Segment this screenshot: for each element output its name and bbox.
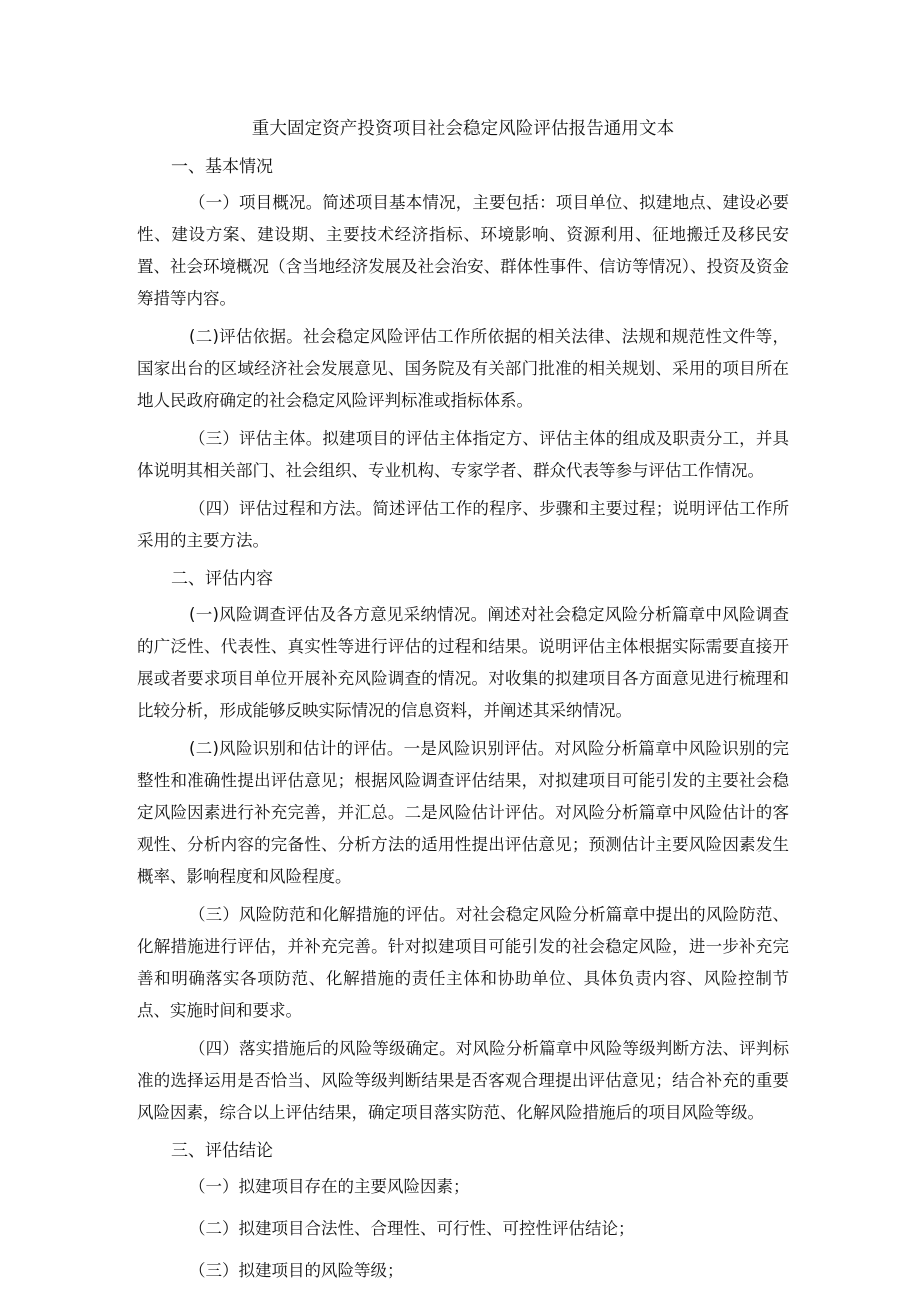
section-heading: 三、评估结论 [171, 1141, 273, 1161]
paragraph-project-overview: （一）项目概况。简述项目基本情况，主要包括：项目单位、拟建地点、建设必要性、建设方案、建设期、主要技术经济指标、环境影响、资源利用、征地搬迁及移民安置、社会环境概况（含当地经济发展及社会治安、群体性事件、信访等情况）、投资及资金筹措等内容。 [137, 193, 789, 308]
paragraph-assessment-basis: (二)评估依据。社会稳定风险评估工作所依据的相关法律、法规和规范性文件等，国家出台的区域经济社会发展意见、国务院及有关部门批准的相关规划、采用的项目所在地人民政府确定的社会稳定风险评判标准或指标体系。 [137, 327, 789, 410]
section-heading: 一、基本情况 [171, 157, 273, 177]
document-body [137, 115, 789, 1297]
paragraph-risk-prevention: （三）风险防范和化解措施的评估。对社会稳定风险分析篇章中提出的风险防范、化解措施进行评估，并补充完善。针对拟建项目可能引发的社会稳定风险，进一步补充完善和明确落实各项防范、化解措施的责任主体和协助单位、具体负责内容、风险控制节点、实施时间和要求。 [137, 905, 789, 1020]
paragraph-risk-survey: (一)风险调查评估及各方意见采纳情况。阐述对社会稳定风险分析篇章中风险调查的广泛性、代表性、真实性等进行评估的过程和结果。说明评估主体根据实际需要直接开展或者要求项目单位开展补充风险调查的情况。对收集的拟建项目各方面意见进行梳理和比较分析，形成能够反映实际情况的信息资料，并阐述其采纳情况。 [137, 605, 789, 720]
section-heading: 二、评估内容 [171, 569, 273, 589]
paragraph-risk-identification: (二)风险识别和估计的评估。一是风险识别评估。对风险分析篇章中风险识别的完整性和准确性提出评估意见；根据风险调查评估结果，对拟建项目可能引发的主要社会稳定风险因素进行补充完善，并汇总。二是风险估计评估。对风险分析篇章中风险估计的客观性、分析内容的完备性、分析方法的适用性提出评估意见；预测估计主要风险因素发生概率、影响程度和风险程度。 [137, 739, 789, 886]
section-basic-info [137, 151, 789, 557]
list-item: （一）拟建项目存在的主要风险因素； [189, 1177, 470, 1196]
paragraph-assessment-subject: （三）评估主体。拟建项目的评估主体指定方、评估主体的组成及职责分工，并具体说明其相关部门、社会组织、专业机构、专家学者、群众代表等参与评估工作情况。 [137, 429, 789, 480]
paragraph-assessment-process: （四）评估过程和方法。简述评估工作的程序、步骤和主要过程；说明评估工作所采用的主要方法。 [137, 499, 789, 550]
list-item: （二）拟建项目合法性、合理性、可行性、可控性评估结论； [189, 1219, 635, 1238]
document-title: 重大固定资产投资项目社会稳定风险评估报告通用文本 [251, 119, 675, 139]
paragraph-risk-level: （四）落实措施后的风险等级确定。对风险分析篇章中风险等级判断方法、评判标准的选择运用是否恰当、风险等级判断结果是否客观合理提出评估意见；结合补充的重要风险因素，综合以上评估结果，确定项目落实防范、化解风险措施后的项目风险等级。 [137, 1039, 789, 1122]
section-assessment-conclusion [137, 1135, 789, 1287]
list-item: （三）拟建项目的风险等级； [189, 1261, 404, 1280]
section-assessment-content [137, 563, 789, 1129]
